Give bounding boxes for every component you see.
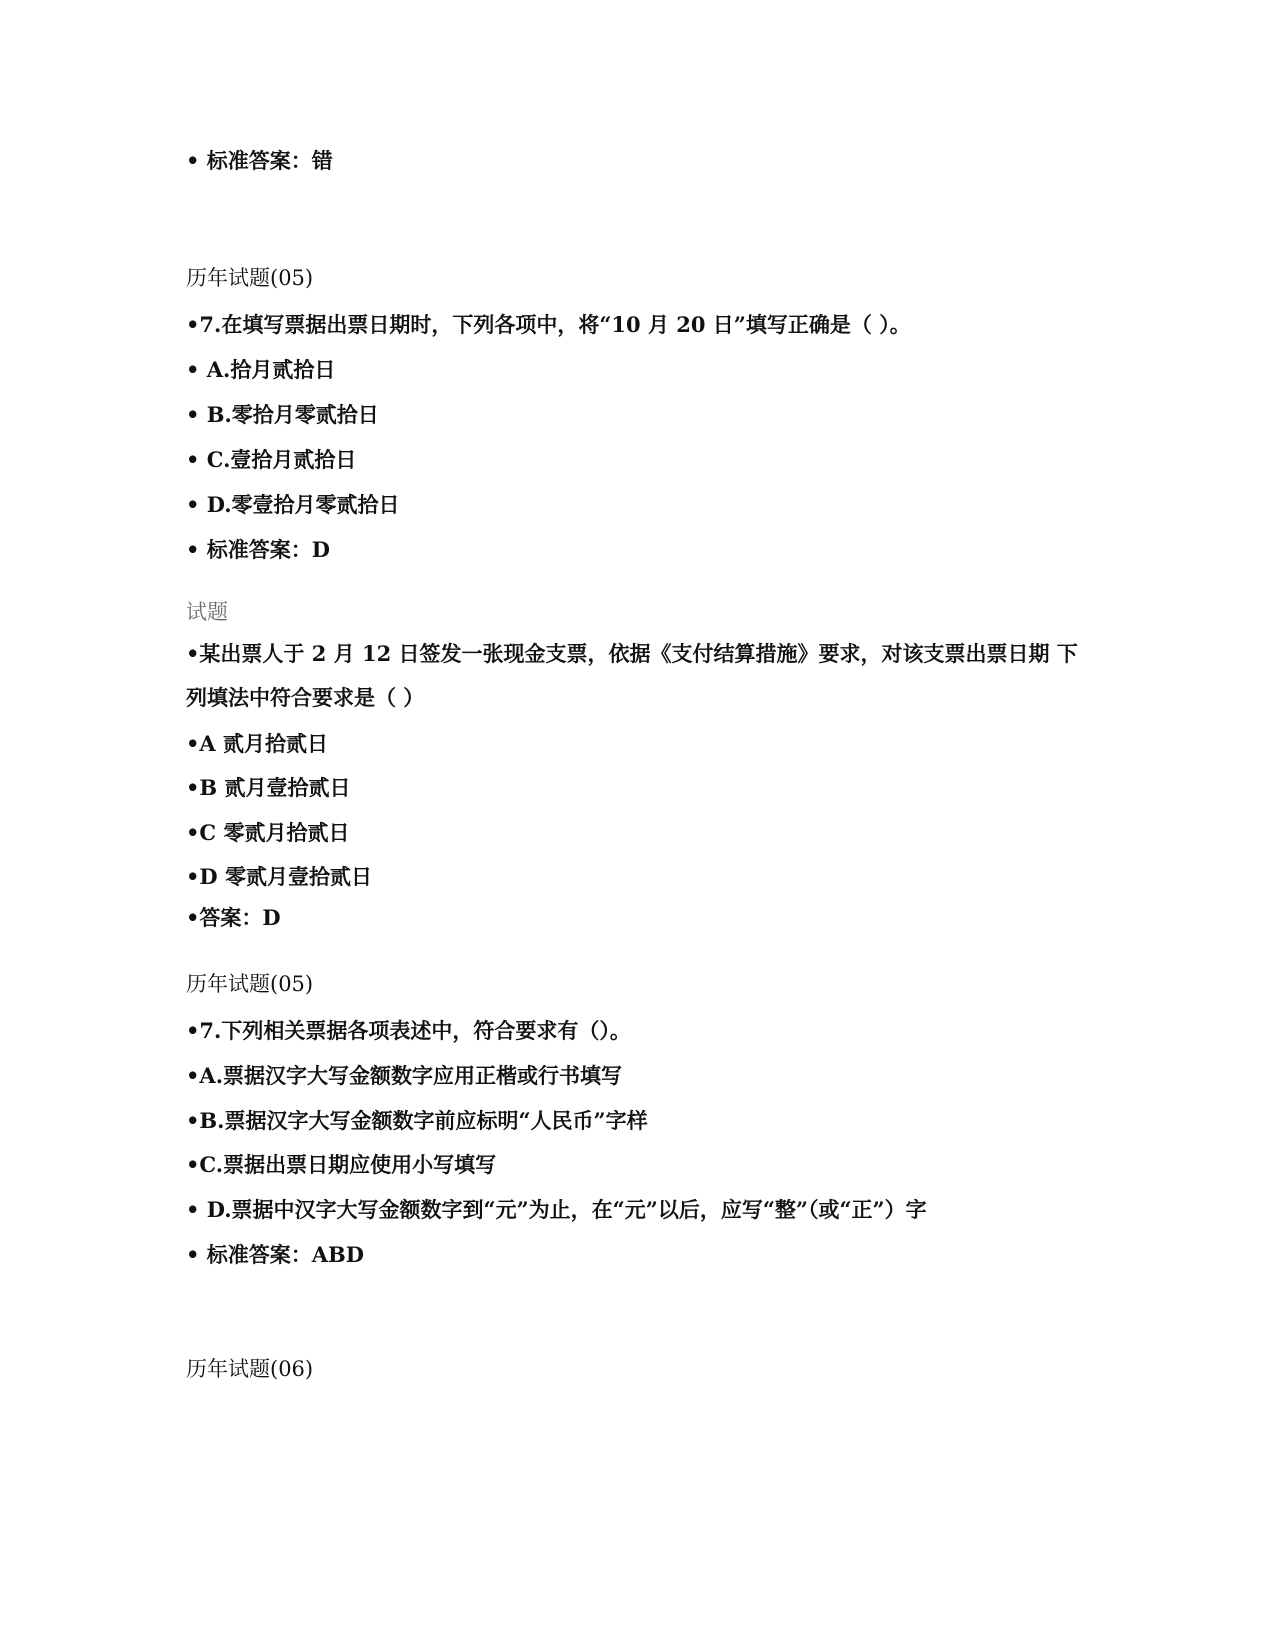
option-b: • B.零拾月零贰拾日	[186, 402, 379, 427]
option-c: •C 零贰月拾贰日	[186, 820, 350, 845]
option-b: •B.票据汉字大写金额数字前应标明“人民币”字样	[186, 1108, 648, 1133]
option-c: • C.壹拾月贰拾日	[186, 447, 357, 472]
question-text: •7.下列相关票据各项表述中，符合要求有（）。	[186, 1018, 631, 1043]
option-a: •A 贰月拾贰日	[186, 731, 329, 756]
option-a: • A.拾月贰拾日	[186, 357, 336, 382]
section-heading: 试题	[186, 600, 228, 624]
option-d: • D.零壹拾月零贰拾日	[186, 492, 400, 517]
question-text: •7.在填写票据出票日期时，下列各项中，将“10 月 20 日”填写正确是（ ）。	[186, 312, 911, 337]
option-d: • D.票据中汉字大写金额数字到“元”为止，在“元”以后，应写“整”（或“正”）字	[186, 1197, 927, 1222]
answer-line: •答案：D	[186, 905, 281, 930]
option-d: •D 零贰月壹拾贰日	[186, 864, 372, 889]
answer-line: • 标准答案：D	[186, 537, 330, 562]
question-text-continued: 列填法中符合要求是（ ）	[186, 685, 425, 710]
option-a: •A.票据汉字大写金额数字应用正楷或行书填写	[186, 1063, 623, 1088]
section-heading: 历年试题(05)	[186, 266, 314, 290]
question-text: •某出票人于 2 月 12 日签发一张现金支票，依据《支付结算措施》要求，对该支票出票日期 下	[186, 641, 1078, 666]
answer-line: • 标准答案：错	[186, 148, 333, 173]
section-heading: 历年试题(06)	[186, 1357, 314, 1381]
section-heading: 历年试题(05)	[186, 972, 314, 996]
option-c: •C.票据出票日期应使用小写填写	[186, 1152, 497, 1177]
option-b: •B 贰月壹拾贰日	[186, 775, 351, 800]
answer-line: • 标准答案：ABD	[186, 1242, 364, 1267]
